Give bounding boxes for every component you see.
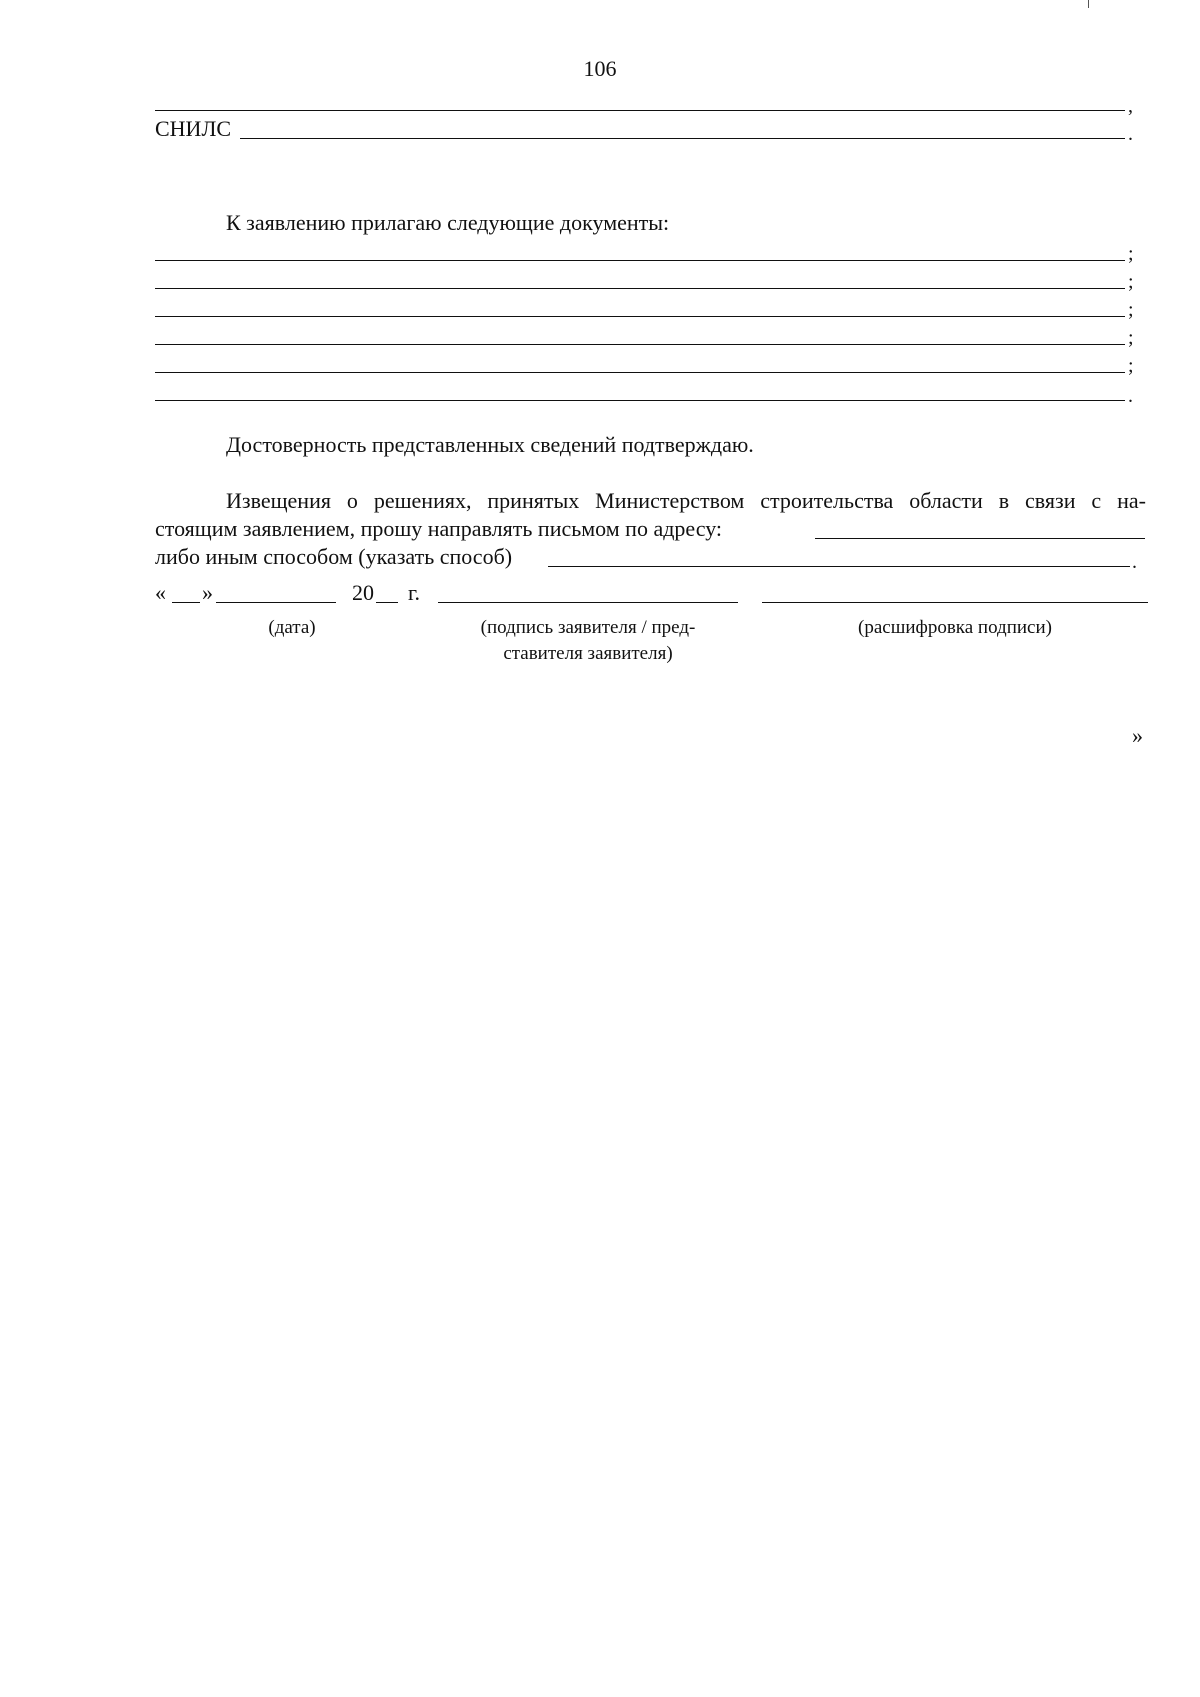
attachment-line-5 <box>155 372 1125 373</box>
date-close-quote: » <box>202 580 213 605</box>
line-end-semicolon-2: ; <box>1128 271 1134 293</box>
blank-line-top <box>155 110 1125 111</box>
date-open-quote: « <box>155 580 166 605</box>
attachment-line-1 <box>155 260 1125 261</box>
attachment-line-2 <box>155 288 1125 289</box>
line-end-semicolon-1: ; <box>1128 243 1134 265</box>
notice-line-1: Извещения о решениях, принятых Министерством строительства области в связи с на- <box>226 488 1146 513</box>
signature-decoding-line <box>762 602 1148 603</box>
date-month-line <box>216 602 336 603</box>
snils-label: СНИЛС <box>155 116 232 141</box>
date-year-suffix: г. <box>408 580 421 605</box>
date-year-line <box>376 602 398 603</box>
line-end-period: . <box>1128 123 1133 145</box>
notice-line-3: либо иным способом (указать способ) <box>155 544 513 569</box>
attachment-line-4 <box>155 344 1125 345</box>
closing-quote: » <box>1132 723 1143 748</box>
line-end-period-method: . <box>1132 551 1137 573</box>
signature-line <box>438 602 738 603</box>
snils-field-line <box>240 138 1125 139</box>
notice-line-2: стоящим заявлением, прошу направлять письмом по адресу: <box>155 516 723 541</box>
attachment-line-3 <box>155 316 1125 317</box>
scan-mark <box>1088 0 1089 8</box>
attachments-intro: К заявлению прилагаю следующие документы: <box>226 210 670 235</box>
caption-decoding: (расшифровка подписи) <box>858 617 1052 638</box>
method-field-line <box>548 566 1130 567</box>
caption-signature-line-1: (подпись заявителя / пред- <box>480 617 696 638</box>
caption-signature-line-2: ставителя заявителя) <box>503 643 673 664</box>
attachment-line-6 <box>155 400 1125 401</box>
line-end-period-attachments: . <box>1128 385 1133 407</box>
address-field-line <box>815 538 1145 539</box>
line-end-semicolon-5: ; <box>1128 355 1134 377</box>
line-end-comma: , <box>1128 95 1133 117</box>
line-end-semicolon-4: ; <box>1128 327 1134 349</box>
date-day-line <box>172 602 200 603</box>
caption-date: (дата) <box>268 617 316 638</box>
line-end-semicolon-3: ; <box>1128 299 1134 321</box>
confirmation-text: Достоверность представленных сведений подтверждаю. <box>226 432 754 457</box>
date-year-prefix: 20 <box>352 580 374 605</box>
page-number: 106 <box>583 56 617 81</box>
